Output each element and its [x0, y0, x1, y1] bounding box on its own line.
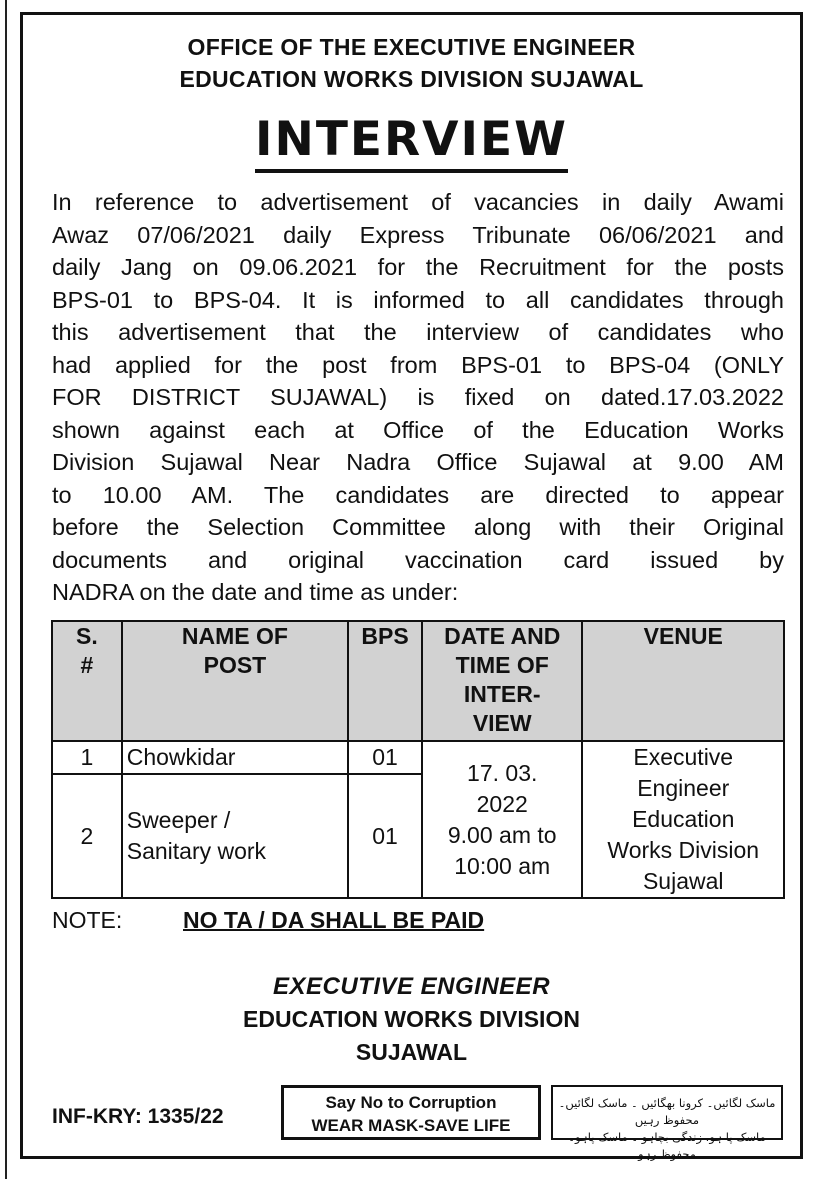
table-header-row: [52, 621, 784, 741]
office-title-line1: OFFICE OF THE EXECUTIVE ENGINEER: [187, 34, 636, 60]
note-text: NO TA / DA SHALL BE PAID: [183, 907, 485, 933]
row-bps: 01: [348, 741, 422, 774]
header-sno-line: S.: [76, 623, 98, 649]
date-time-line: 17. 03.: [467, 759, 538, 786]
signature-title: EXECUTIVE ENGINEER: [272, 973, 551, 1000]
body-line: to 10.00 AM. The candidates are directed to appear: [52, 481, 784, 508]
venue-cell: [582, 741, 784, 898]
header-post: [122, 621, 348, 741]
body-line: Division Sujawal Near Nadra Office Sujawal at 9.00 AM: [52, 449, 784, 475]
header-date-line: INTER-: [463, 681, 541, 707]
reference-number: INF-KRY: 1335/22: [52, 1105, 224, 1128]
row-bps: 01: [348, 774, 422, 898]
signature-location: SUJAWAL: [355, 1039, 468, 1065]
office-title-line2: EDUCATION WORKS DIVISION SUJAWAL: [179, 66, 644, 92]
venue-line: Works Division: [607, 837, 760, 863]
row-sno: 1: [52, 741, 122, 774]
venue-line: Executive: [633, 744, 734, 770]
body-line: had applied for the post from BPS-01 to BPS-04 (ONLY: [52, 351, 784, 378]
header-sno-line: #: [80, 652, 94, 678]
header-date-line: TIME OF: [455, 652, 549, 678]
urdu-slogan-box: [551, 1085, 783, 1161]
date-time-cell: [422, 741, 583, 898]
row-post-line: Chowkidar: [126, 744, 236, 771]
body-line: daily Jang on 09.06.2021 for the Recruitment for the posts: [52, 254, 784, 280]
date-time-line: 9.00 am to: [447, 821, 557, 848]
venue-line: Sujawal: [642, 868, 724, 894]
row-post: [122, 741, 348, 774]
header-date-line: DATE AND: [444, 623, 561, 649]
table-row: [52, 741, 784, 774]
body-line: before the Selection Committee along with their Original: [52, 514, 784, 540]
row-sno: 2: [52, 774, 122, 898]
body-line: shown against each at Office of the Education Works: [52, 416, 784, 443]
page-title-text: INTERVIEW: [255, 112, 568, 173]
header-sno: [52, 621, 122, 741]
body-paragraph: [52, 186, 784, 609]
urdu-slogan-line: ماسک پا ہو، زندگی بچاہو ۔ ماسک پاہو۔ محفوظ رہو: [568, 1130, 766, 1161]
header-venue-line: VENUE: [643, 623, 723, 649]
interview-schedule-table: [51, 620, 785, 899]
urdu-slogan-line: ماسک لگائیں۔ کرونا بھگائیں ۔ ماسک لگائیں۔ محفوظ رہیں: [558, 1096, 776, 1127]
body-line: FOR DISTRICT SUJAWAL) is fixed on dated.17.03.2022: [52, 384, 784, 410]
header-date-line: VIEW: [472, 710, 532, 736]
header-bps-line: BPS: [361, 623, 409, 649]
row-post: [122, 774, 348, 898]
header-post-line: NAME OF: [181, 623, 288, 649]
body-line: this advertisement that the interview of candidates who: [52, 319, 784, 345]
date-time-line: 10:00 am: [454, 852, 551, 879]
row-post-line: Sweeper /: [126, 807, 231, 834]
body-line: Awaz 07/06/2021 daily Express Tribunate 06/06/2021 and: [52, 221, 784, 248]
slogan-line: Say No to Corruption: [325, 1093, 497, 1112]
date-time-line: 2022: [476, 790, 528, 817]
body-line: In reference to advertisement of vacancies in daily Awami: [52, 189, 784, 215]
signature-office: EDUCATION WORKS DIVISION: [243, 1006, 580, 1032]
header-date-time: [422, 621, 583, 741]
venue-line: Engineer: [637, 775, 730, 801]
slogan-line: WEAR MASK-SAVE LIFE: [311, 1116, 511, 1135]
body-line: documents and original vaccination card issued by: [52, 546, 784, 573]
row-post-line: Sanitary work: [126, 838, 267, 865]
body-line: BPS-01 to BPS-04. It is informed to all candidates through: [52, 286, 784, 313]
header-bps: [348, 621, 422, 741]
page-edge-line: [5, 0, 7, 1179]
note-label: NOTE:: [52, 907, 123, 933]
body-line: NADRA on the date and time as under:: [52, 579, 459, 605]
page-title: [20, 112, 803, 167]
header-post-line: POST: [203, 652, 267, 678]
slogan-box: [281, 1085, 541, 1140]
header-venue: [582, 621, 784, 741]
venue-line: Education: [632, 806, 735, 832]
